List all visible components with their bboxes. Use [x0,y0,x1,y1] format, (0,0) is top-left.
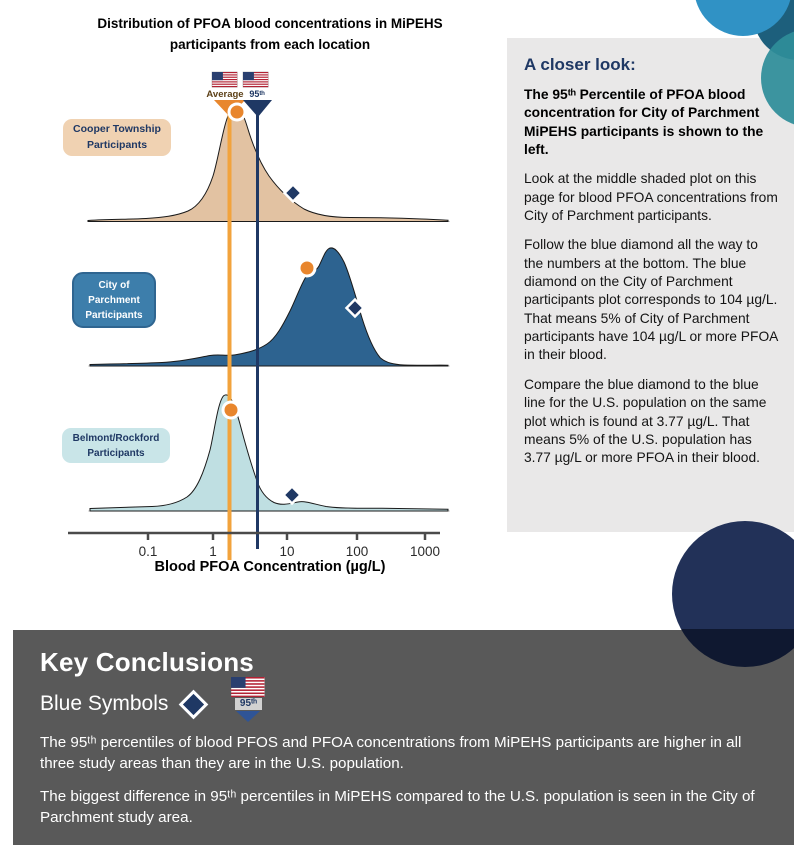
tick-1: 1 [209,544,217,559]
sidebar-paragraph-3: Follow the blue diamond all the way to the numbers at the bottom. The blue diamond on the City of Parchment participants plot corresponds to 104 µg/L. That means 5% of City of Parchment participants have 104 µg/L or more PFOA in their blood. [524,237,778,363]
blue-symbols-row [40,687,762,721]
chart-title-line2: participants from each location [169,36,371,52]
label-belmont-rockford [62,428,170,463]
closer-look-sidebar [507,38,794,532]
conclusion-paragraph-2: The biggest difference in 95ᵗʰ percentiles in MiPEHS compared to the U.S. population is seen in the City of Parchment study area. [40,787,755,826]
us-flag-95th-marker [231,677,265,722]
sidebar-paragraph-1: The 95ᵗʰ Percentile of PFOA blood concentration for City of Parchment MiPEHS participants is shown to the left. [524,87,764,158]
tick-0.1: 0.1 [138,544,158,559]
sidebar-heading: A closer look: [524,55,636,74]
conclusion-paragraph-1: The 95ᵗʰ percentiles of blood PFOS and PFOA concentrations from MiPEHS participants are higher in all three study areas than they are in the U.S. population. [40,734,742,772]
p95-flag-pennant [243,100,272,117]
label-line: Cooper Township [73,122,161,135]
label-line: City of [98,279,130,291]
average-dot-parchment [298,259,317,278]
blue-diamond-icon [179,689,209,719]
p95-flag-label: 95ᵗʰ [249,89,265,99]
label-line: Belmont/Rockford [72,432,160,444]
label-line: Participants [85,309,143,321]
sidebar-paragraph-4: Compare the blue diamond to the blue line for the U.S. population on the same plot which is found at 3.77 µg/L. That means 5% of the U.S. population has 3.77 µg/L or more PFOA in their blood. [524,376,767,466]
tick-100: 100 [345,544,369,559]
x-axis-tick-labels [139,544,440,559]
blue-symbols-label: Blue Symbols [40,692,169,715]
chart-title-line1: Distribution of PFOA blood concentrations in MiPEHS [97,16,443,31]
chart-title [60,14,480,56]
p95-diamond-belmont [284,487,301,504]
label-city-of-parchment [72,272,156,328]
label-line: Participants [87,447,145,459]
sidebar-paragraph-2: Look at the middle shaded plot on this page for blood PFOA concentrations from City of Parchment participants. [524,171,778,224]
tick-10: 10 [279,544,295,559]
label-line: Participants [86,138,148,151]
average-flag-label: Average [206,89,244,100]
x-axis [68,533,440,540]
average-dot-cooper [228,103,247,122]
flag-arrow-down-icon [236,711,260,722]
us-flag-average-icon [212,72,237,87]
flag-95th-label: 95ᵗʰ [235,698,262,710]
us-flag-icon [231,677,265,697]
conclusions-heading: Key Conclusions [40,647,254,677]
key-conclusions-panel [13,630,794,845]
tick-1000: 1000 [409,544,441,559]
us-flag-95th-icon [243,72,268,87]
label-cooper-township [63,119,171,156]
x-axis-title: Blood PFOA Concentration (µg/L) [154,559,386,575]
average-dot-belmont [222,401,241,420]
label-line: Parchment [88,294,140,306]
